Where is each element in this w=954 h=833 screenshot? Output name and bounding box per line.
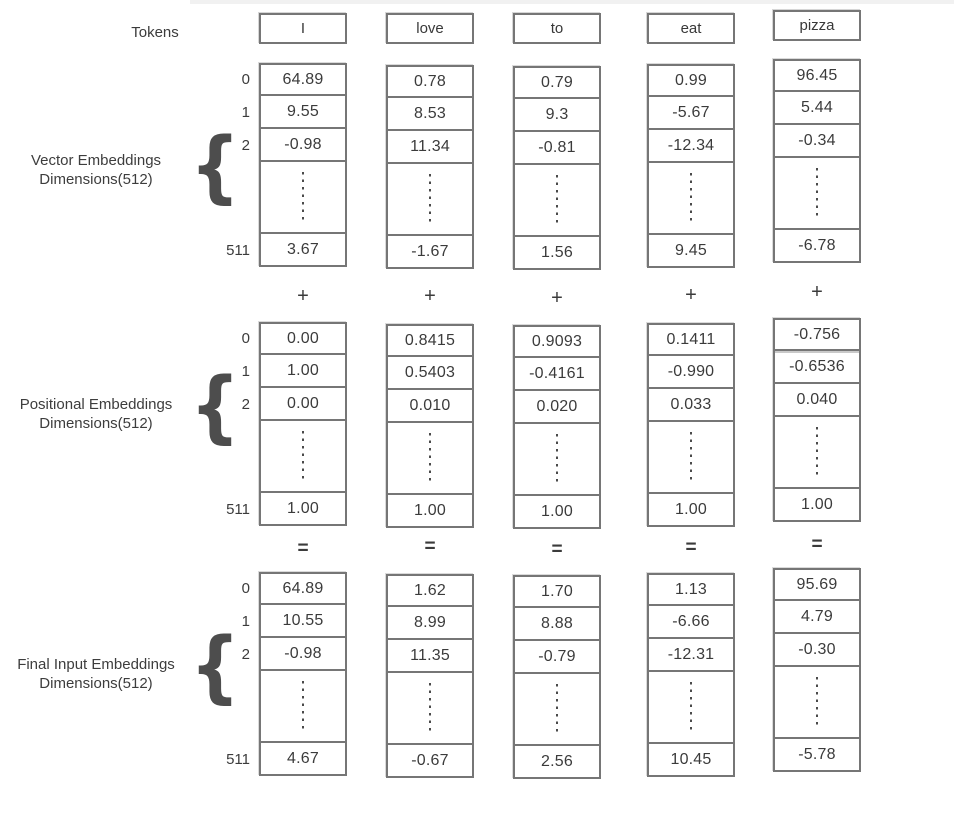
ellipsis-cell	[649, 161, 733, 233]
row-index-2: 2	[241, 646, 250, 663]
value-cell: -0.4161	[515, 356, 599, 389]
value-cell: -5.67	[649, 95, 733, 128]
value-cell: 11.35	[388, 638, 472, 671]
ellipsis-dots	[429, 683, 431, 733]
plus-operator: +	[551, 287, 563, 309]
value-cell: 8.99	[388, 605, 472, 638]
value-cell: 95.69	[796, 575, 838, 593]
final-input-embeddings-label-line1: Final Input Embeddings	[17, 656, 175, 673]
ellipsis-dots	[302, 681, 304, 731]
row-index-0: 0	[241, 330, 250, 347]
value-cell: 96.45	[796, 66, 838, 84]
value-cell: 1.56	[515, 235, 599, 268]
value-cell: 64.89	[282, 70, 324, 88]
ellipsis-cell	[515, 422, 599, 494]
value-cell: 9.45	[649, 233, 733, 266]
value-cell: 1.00	[775, 487, 859, 520]
value-cell: 64.89	[282, 579, 324, 597]
plus-operator: +	[811, 281, 823, 303]
ellipsis-cell	[775, 156, 859, 228]
final-embedding-column-i	[259, 572, 347, 776]
value-cell: 3.67	[261, 232, 345, 265]
value-cell: 9.55	[261, 94, 345, 127]
left-brace-final: {	[190, 622, 240, 712]
final-embedding-column-love	[386, 574, 474, 778]
ellipsis-cell	[388, 421, 472, 493]
plus-operator: +	[424, 285, 436, 307]
value-cell: 4.79	[775, 599, 859, 632]
positional-embedding-column-eat	[647, 323, 735, 527]
value-cell: -0.81	[515, 130, 599, 163]
final-embedding-column-pizza	[773, 568, 861, 772]
plus-operator: +	[685, 284, 697, 306]
value-cell: 1.00	[388, 493, 472, 526]
value-cell: 9.3	[515, 97, 599, 130]
value-cell: 10.45	[649, 742, 733, 775]
ellipsis-cell	[775, 415, 859, 487]
value-cell: -6.66	[649, 604, 733, 637]
ellipsis-cell	[388, 671, 472, 743]
row-index-2: 2	[241, 396, 250, 413]
ellipsis-cell	[261, 419, 345, 491]
value-cell: 1.00	[261, 491, 345, 524]
value-cell: 8.53	[388, 96, 472, 129]
value-cell: 2.56	[515, 744, 599, 777]
top-edge-strip	[190, 0, 954, 4]
value-cell: 0.8415	[404, 331, 456, 349]
value-cell: 0.00	[287, 329, 319, 347]
value-cell: 0.020	[515, 389, 599, 422]
value-cell: 5.44	[775, 90, 859, 123]
ellipsis-dots	[690, 432, 692, 482]
value-cell: -12.34	[649, 128, 733, 161]
ellipsis-cell	[261, 160, 345, 232]
value-cell: 1.13	[675, 580, 707, 598]
equals-operator: =	[811, 534, 823, 555]
positional-embedding-column-to	[513, 325, 601, 529]
value-cell: 1.00	[649, 492, 733, 525]
vector-embedding-column-pizza	[773, 59, 861, 263]
row-index-1: 1	[241, 104, 250, 121]
value-cell: 10.55	[261, 603, 345, 636]
positional-embedding-column-i	[259, 322, 347, 526]
ellipsis-dots	[556, 434, 558, 484]
ellipsis-dots	[556, 684, 558, 734]
token-box-eat: eat	[647, 13, 735, 44]
value-cell: -0.6536	[775, 349, 859, 382]
value-cell: -0.30	[775, 632, 859, 665]
row-index-511: 511	[226, 501, 250, 518]
tokens-label: Tokens	[131, 24, 179, 41]
value-cell: 0.010	[388, 388, 472, 421]
value-cell: -12.31	[649, 637, 733, 670]
ellipsis-dots	[816, 427, 818, 477]
final-input-embeddings-label-line2: Dimensions(512)	[39, 674, 153, 692]
positional-embeddings-label	[0, 396, 192, 434]
value-cell: 0.9093	[531, 332, 583, 350]
ellipsis-dots	[556, 175, 558, 225]
vector-embedding-column-to	[513, 66, 601, 270]
token-box-love: love	[386, 13, 474, 44]
ellipsis-dots	[690, 173, 692, 223]
ellipsis-dots	[429, 174, 431, 224]
ellipsis-dots	[816, 677, 818, 727]
row-index-0: 0	[241, 71, 250, 88]
value-cell: 0.78	[414, 72, 446, 90]
equals-operator: =	[551, 539, 563, 560]
row-index-0: 0	[241, 580, 250, 597]
token-box-i: I	[259, 13, 347, 44]
ellipsis-dots	[690, 682, 692, 732]
value-cell: 0.00	[261, 386, 345, 419]
final-input-embeddings-label	[0, 656, 192, 694]
ellipsis-cell	[649, 670, 733, 742]
value-cell: 11.34	[388, 129, 472, 162]
vector-embeddings-label-line2: Dimensions(512)	[39, 170, 153, 188]
value-cell: 1.62	[414, 581, 446, 599]
final-embedding-column-eat	[647, 573, 735, 777]
value-cell: 0.040	[775, 382, 859, 415]
value-cell: -0.756	[793, 325, 841, 343]
equals-operator: =	[424, 536, 436, 557]
ellipsis-dots	[429, 433, 431, 483]
ellipsis-dots	[302, 431, 304, 481]
equals-operator: =	[685, 537, 697, 558]
row-index-2: 2	[241, 137, 250, 154]
value-cell: 0.5403	[388, 355, 472, 388]
vector-embedding-column-i	[259, 63, 347, 267]
positional-embedding-column-pizza	[773, 318, 861, 522]
row-index-511: 511	[226, 242, 250, 259]
ellipsis-cell	[515, 163, 599, 235]
equals-operator: =	[297, 538, 309, 559]
ellipsis-dots	[302, 172, 304, 222]
value-cell: -0.34	[775, 123, 859, 156]
value-cell: -6.78	[775, 228, 859, 261]
token-box-to: to	[513, 13, 601, 44]
ellipsis-cell	[649, 420, 733, 492]
positional-embeddings-label-line1: Positional Embeddings	[19, 396, 173, 413]
ellipsis-cell	[775, 665, 859, 737]
token-box-pizza: pizza	[773, 10, 861, 41]
vector-embeddings-label-line1: Vector Embeddings	[30, 152, 162, 169]
plus-operator: +	[297, 285, 309, 307]
value-cell: 1.00	[515, 494, 599, 527]
ellipsis-cell	[515, 672, 599, 744]
left-brace-vector: {	[190, 122, 240, 212]
ellipsis-dots	[816, 168, 818, 218]
value-cell: -0.79	[515, 639, 599, 672]
left-brace-positional: {	[190, 362, 240, 452]
value-cell: 4.67	[261, 741, 345, 774]
row-index-1: 1	[241, 613, 250, 630]
vector-embedding-column-love	[386, 65, 474, 269]
positional-embeddings-label-line2: Dimensions(512)	[39, 414, 153, 432]
row-index-511: 511	[226, 751, 250, 768]
row-index-1: 1	[241, 363, 250, 380]
ellipsis-cell	[261, 669, 345, 741]
value-cell: -0.98	[261, 636, 345, 669]
vector-embeddings-label	[0, 152, 192, 190]
value-cell: 0.1411	[666, 330, 716, 348]
value-cell: -1.67	[388, 234, 472, 267]
vector-embedding-column-eat	[647, 64, 735, 268]
value-cell: -5.78	[775, 737, 859, 770]
value-cell: 0.79	[541, 73, 573, 91]
value-cell: 0.99	[675, 71, 707, 89]
value-cell: -0.990	[649, 354, 733, 387]
value-cell: 8.88	[515, 606, 599, 639]
value-cell: -0.67	[388, 743, 472, 776]
ellipsis-cell	[388, 162, 472, 234]
value-cell: 0.033	[649, 387, 733, 420]
value-cell: 1.70	[541, 582, 573, 600]
positional-embedding-column-love	[386, 324, 474, 528]
final-embedding-column-to	[513, 575, 601, 779]
value-cell: -0.98	[261, 127, 345, 160]
value-cell: 1.00	[261, 353, 345, 386]
